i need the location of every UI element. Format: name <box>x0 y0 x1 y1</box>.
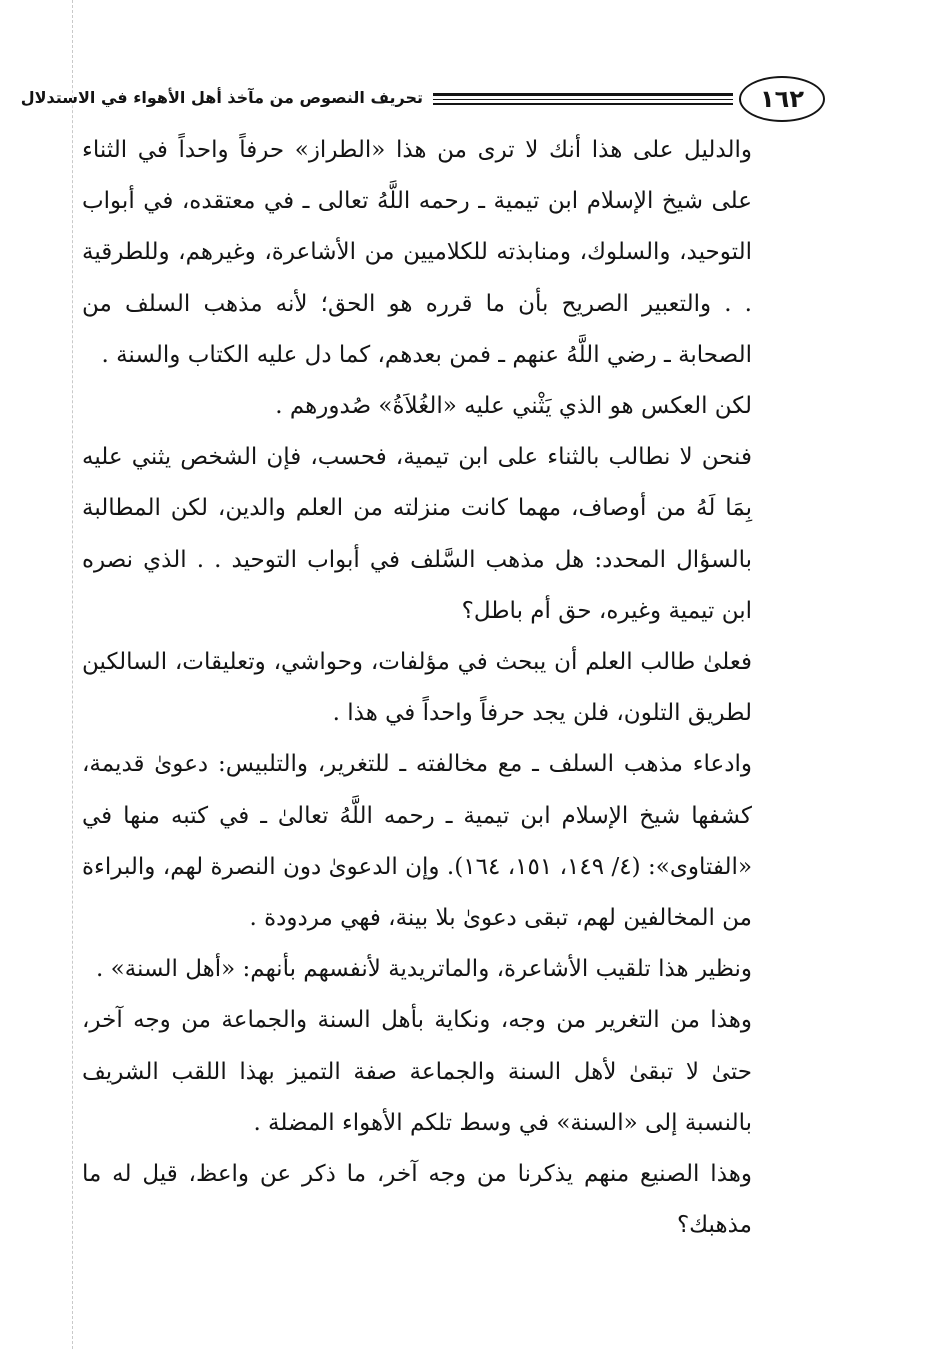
paragraph: فنحن لا نطالب بالثناء على ابن تيمية، فحسب، فإن الشخص يثني عليه بِمَا لَهُ من أوصاف، مهما كانت منزلته من العلم والدين، لكن المطالبة بالسؤال المحدد: هل مذهب السَّلف في أبواب التوحيد . . الذي نصره ابن تيمية وغيره، حق أم باطل؟ <box>82 444 752 624</box>
paragraph: فعلىٰ طالب العلم أن يبحث في مؤلفات، وحواشي، وتعليقات، السالكين لطريق التلون، فلن يجد حرفاً واحداً في هذا . <box>82 649 752 727</box>
page-header <box>20 74 825 126</box>
running-title: تحريف النصوص من مآخذ أهل الأهواء في الاستدلال <box>20 88 423 107</box>
paragraph: والدليل على هذا أنك لا ترى من هذا «الطراز» حرفاً واحداً في الثناء على شيخ الإسلام ابن تيمية ـ رحمه اللَّهُ تعالى ـ في معتقده، في أبواب التوحيد، والسلوك، ومنابذته للكلاميين من الأشاعرة، وغيرهم، وللطرقية . . والتعبير الصريح بأن ما قرره هو الحق؛ لأنه مذهب السلف من الصحابة ـ رضي اللَّهُ عنهم ـ فمن بعدهم، كما دل عليه الكتاب والسنة . <box>82 137 752 368</box>
paragraph: وهذا الصنيع منهم يذكرنا من وجه آخر، ما ذكر عن واعظ، قيل له ما مذهبك؟ <box>82 1161 752 1239</box>
paragraph: لكن العكس هو الذي يَثْني عليه «الغُلاَةُ» صُدورهم . <box>275 393 752 420</box>
page-body <box>82 125 752 1251</box>
page-number: ١٦٢ <box>739 76 825 122</box>
header-rule <box>433 93 733 96</box>
paragraph: ونظير هذا تلقيب الأشاعرة، والماتريدية لأنفسهم بأنهم: «أهل السنة» . <box>96 956 752 983</box>
header-rule <box>433 99 733 100</box>
paragraph: وهذا من التغرير من وجه، ونكاية بأهل السنة والجماعة من وجه آخر، حتىٰ لا تبقىٰ لأهل السنة والجماعة صفة التميز بهذا اللقب الشريف بالنسبة إلى «السنة» في وسط تلكم الأهواء المضلة . <box>82 1007 752 1136</box>
scan-edge-line <box>72 0 73 1349</box>
paragraph: وادعاء مذهب السلف ـ مع مخالفته ـ للتغرير، والتلبيس: دعوىٰ قديمة، كشفها شيخ الإسلام ابن تيمية ـ رحمه اللَّهُ تعالىٰ ـ في كتبه منها في «الفتاوى»: (٤/ ١٤٩، ١٥١، ١٦٤). وإن الدعوىٰ دون النصرة لهم، والبراءة من المخالفين لهم، تبقى دعوىٰ بلا بينة، فهي مردودة . <box>82 751 753 932</box>
header-rule <box>433 103 733 105</box>
